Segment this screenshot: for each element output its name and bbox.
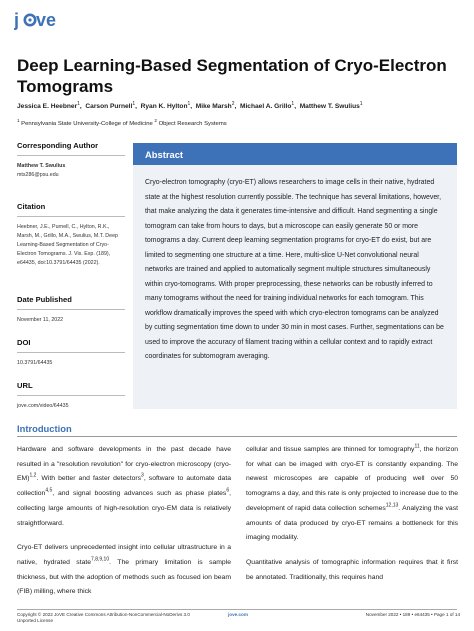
paragraph: Hardware and software developments in the past decade have resulted in a "resolution revolution" for cryo-electron microscopy (cryo-EM)$^{1,2}$. With better and faster detectors$^3$, software to automate data collection$^{4,5}$, and signal boosting advances such as phase plates$^6$, collecting large amounts of high-resolution cryo-EM data is relatively straightforward. <box>17 446 231 527</box>
doi-heading: DOI <box>17 338 125 353</box>
introduction-heading: Introduction <box>17 423 72 434</box>
paragraph: cellular and tissue samples are thinned for tomography$^{11}$, the horizon for what can be imaged with cryo-ET is constantly expanding. The newest microscopes are capable of producing well over 50 tomograms a day, and this rate is only projected to increase due to the development of rapid data collection schemes$^{12,13}$. Analyzing the vast amounts of data produced by cryo-ET remains a bottleneck for this imaging modality. <box>246 443 458 542</box>
abstract-heading: Abstract <box>133 143 457 165</box>
citation-heading: Citation <box>17 202 125 217</box>
author-name: Carson Purnell <box>85 103 133 111</box>
jove-logo <box>14 10 64 32</box>
citation-text: Heebner, J.E., Purnell, C., Hylton, R.K., Marsh, M., Grillo, M.A., Swulius, M.T. Deep Learning-Based Segmentation of Cryo-Electron Tomograms. J. Vis. Exp. (189), e64435, doi:10.3791/64435 (2022). <box>17 224 118 266</box>
author-list: Jessica E. Heebner$^1$, Carson Purnell$^1$, Ryan K. Hylton$^1$, Mike Marsh$^2$, Michael A. Grillo$^1$, Matthew T. Swulius$^1$ <box>17 101 363 111</box>
date-published-block <box>17 295 125 325</box>
doi-value[interactable]: 10.3791/64435 <box>17 360 53 366</box>
footer-divider <box>17 609 457 610</box>
corresponding-author-heading: Corresponding Author <box>17 141 125 156</box>
citation-block <box>17 202 125 268</box>
footer-page-info: November 2022 • 189 • e64435 • Page 1 of 14 <box>365 612 460 617</box>
footer-copyright: Copyright © 2022 JoVE Creative Commons Attribution-NonCommercial-NoDerivs 3.0 Unported License <box>17 612 190 623</box>
body-column-right <box>246 443 458 595</box>
svg-text:ve: ve <box>36 10 57 30</box>
corresponding-author-email[interactable]: mts286@psu.edu <box>17 172 59 178</box>
doi-block <box>17 338 125 368</box>
abstract-box <box>133 143 457 409</box>
date-published-value: November 11, 2022 <box>17 317 64 323</box>
author-name: Matthew T. Swulius <box>299 103 360 111</box>
footer-link[interactable]: jove.com <box>228 612 248 617</box>
body-column-left <box>17 443 231 610</box>
url-heading: URL <box>17 381 125 396</box>
svg-text:j: j <box>14 10 20 30</box>
corresponding-author-block <box>17 141 125 180</box>
author-name: Ryan K. Hylton <box>140 103 188 111</box>
section-divider <box>17 436 457 437</box>
author-name: Mike Marsh <box>195 103 232 111</box>
paragraph: Quantitative analysis of tomographic information requires that it first be annotated. Traditionally, this requires hand <box>246 558 458 581</box>
url-block <box>17 381 125 411</box>
author-name: Michael A. Grillo <box>239 103 292 111</box>
paper-title: Deep Learning-Based Segmentation of Cryo-Electron Tomograms <box>17 56 447 96</box>
affiliations: $^1$ Pennsylvania State University-College of Medicine $^2$ Object Research Systems <box>17 118 227 127</box>
corresponding-author-name: Matthew T. Swulius <box>17 163 66 169</box>
url-value[interactable]: jove.com/video/64435 <box>17 403 69 409</box>
abstract-text: Cryo-electron tomography (cryo-ET) allows researchers to image cells in their native, hydrated state at the highest resolution currently possible. The technique has several limitations, however, that make analyzing the data it generates time-intensive and difficult. Hand segmenting a single tomogram can take from hours to days, but a microscope can easily generate 50 or more tomograms a day. Current deep learning segmentation programs for cryo-ET do exist, but are limited to segmenting one structure at a time. Here, multi-slice U-Net convolutional neural networks are trained and applied to automatically segment multiple structures simultaneously within cryo-tomograms. With proper preprocessing, these networks can be robustly inferred to many tomograms without the need for training individual networks for each tomogram. This workflow dramatically improves the speed with which cryo-electron tomograms can be analyzed by cutting segmentation time down to under 30 min in most cases. Further, segmentations can be used to improve the accuracy of filament tracing within a cellular context and to rapidly extract coordinates for subtomogram averaging. <box>145 179 444 360</box>
date-published-heading: Date Published <box>17 295 125 310</box>
author-name: Jessica E. Heebner <box>17 103 78 111</box>
paragraph: Cryo-ET delivers unprecedented insight into cellular ultrastructure in a native, hydrated state$^{7,8,9,10}$. The primary limitation is sample thickness, but with the adoption of methods such as focused ion beam (FIB) milling, where thick <box>17 544 231 596</box>
